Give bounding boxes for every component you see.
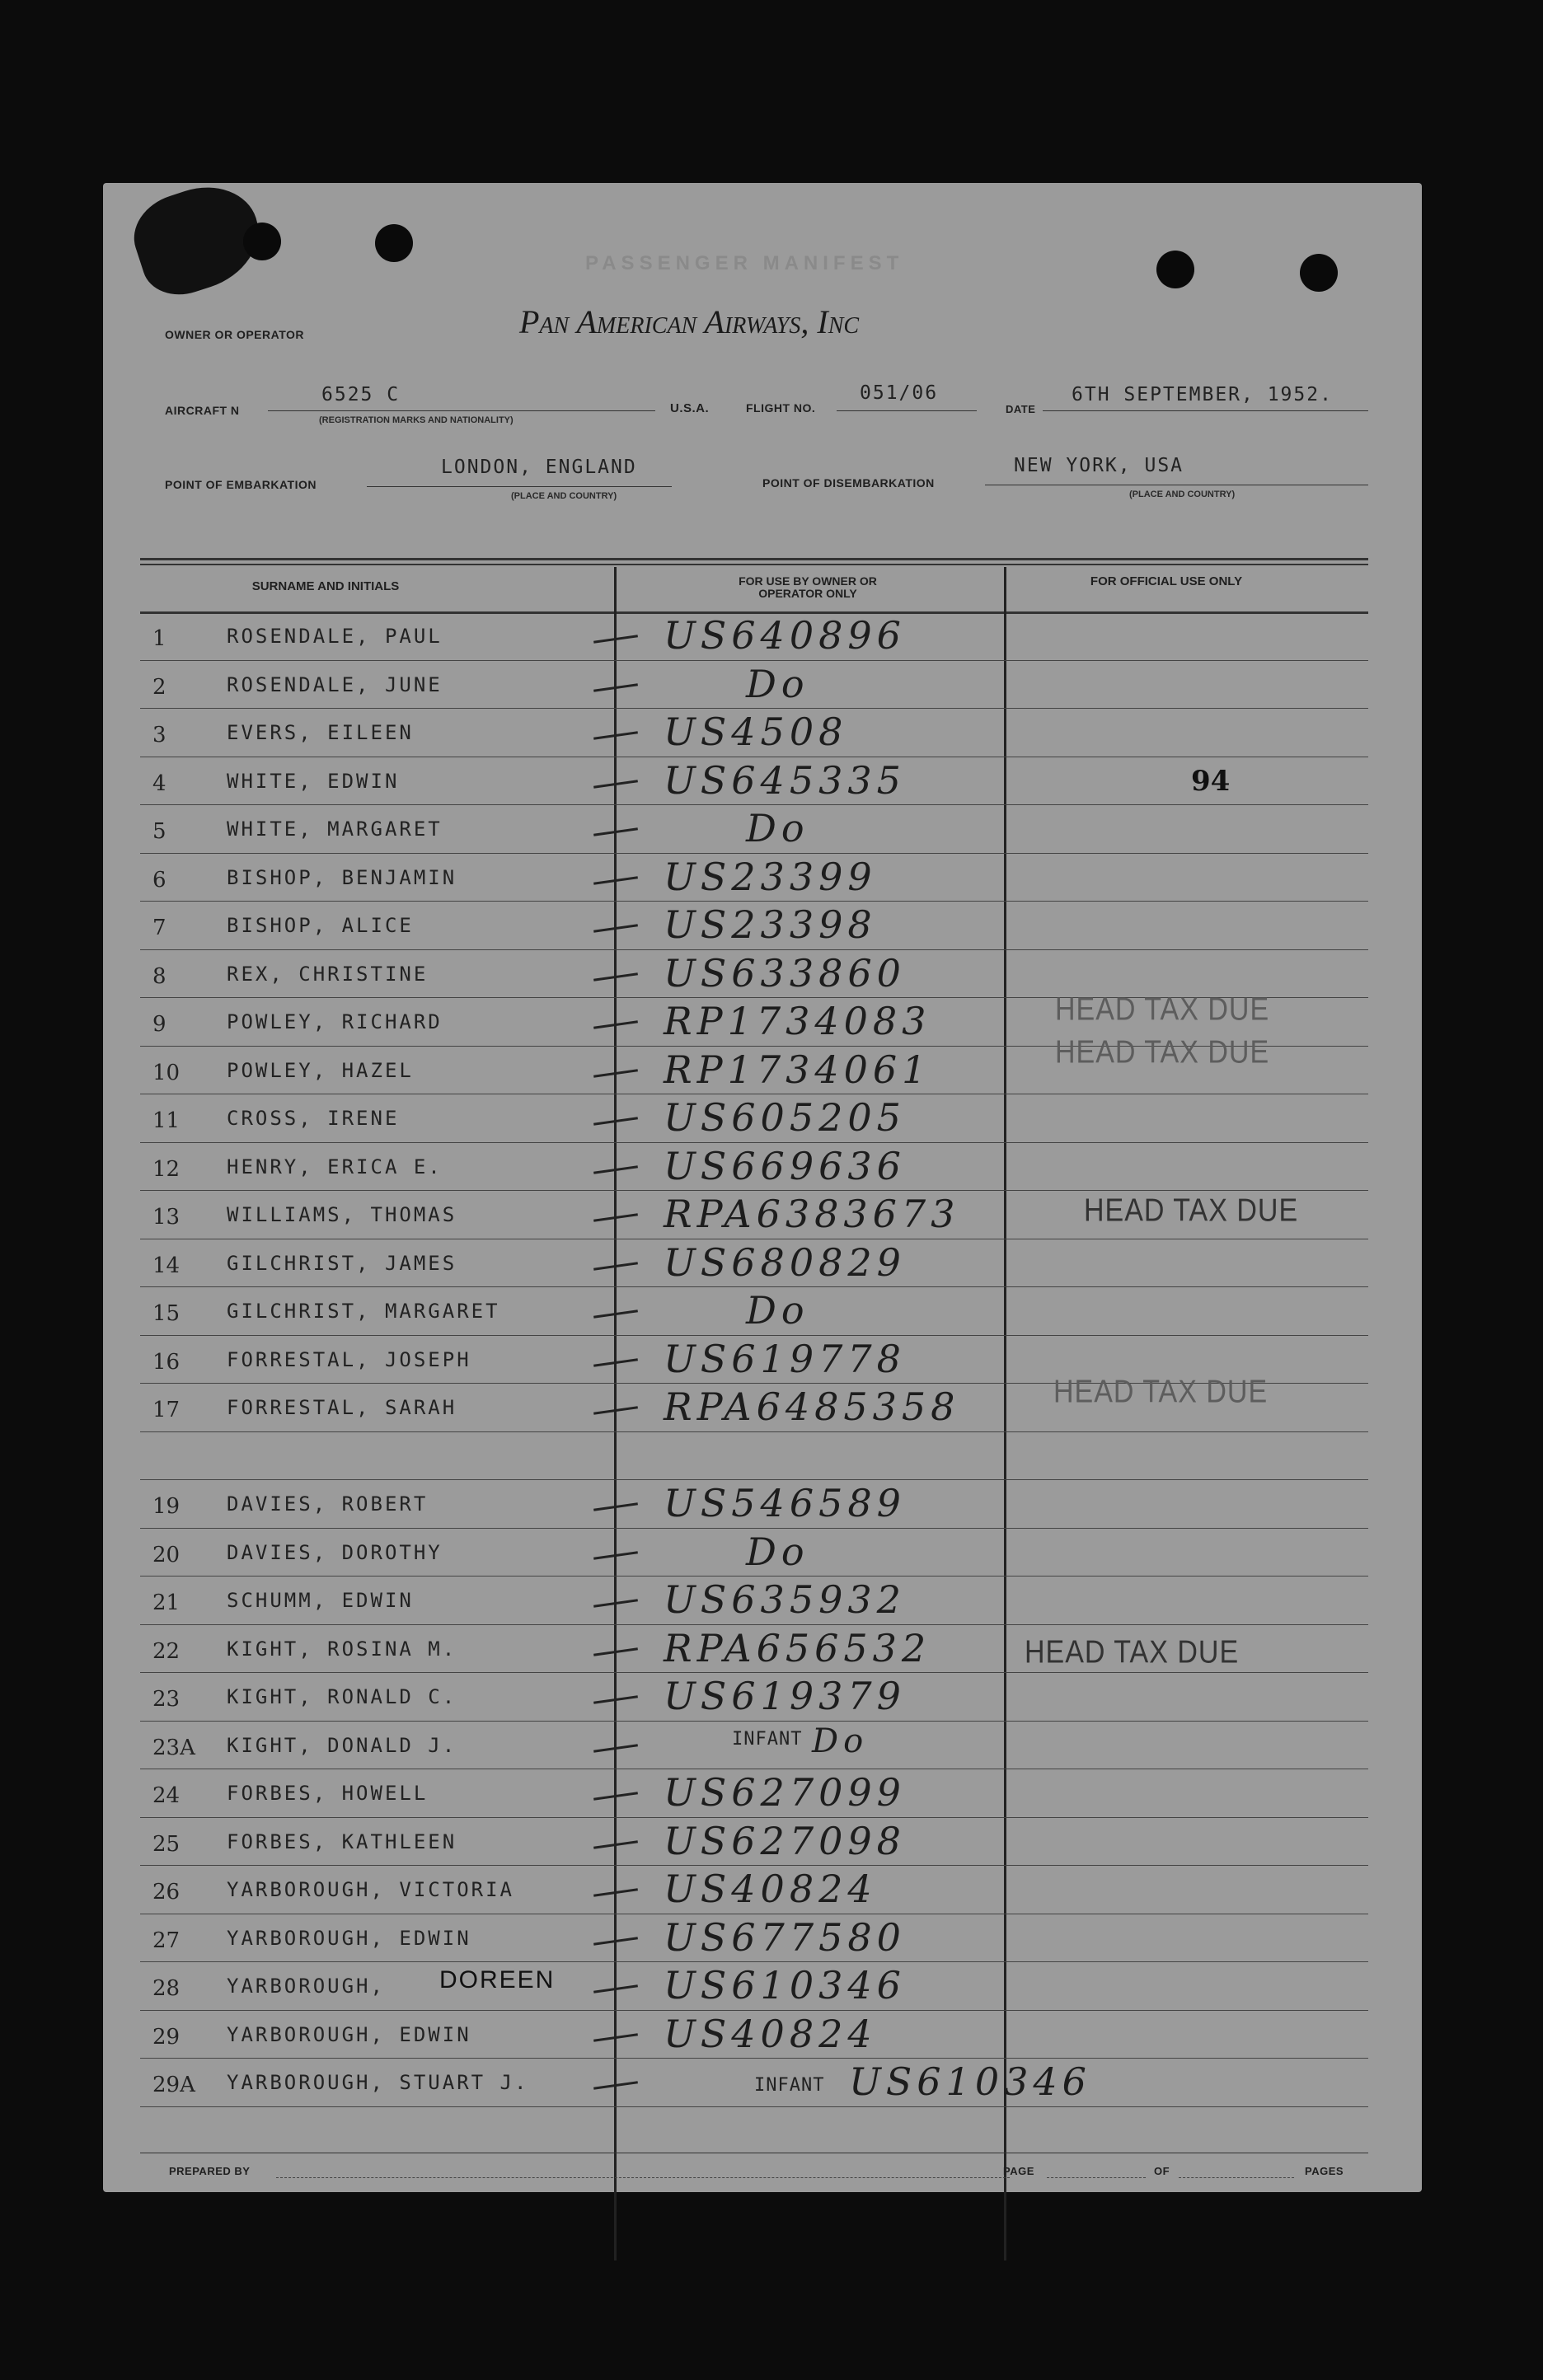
handwritten-document-number: US619778 <box>664 1336 906 1381</box>
head-tax-stamp: HEAD TAX DUE <box>1053 1374 1269 1410</box>
row-number: 29A <box>152 2073 195 2097</box>
head-tax-stamp: HEAD TAX DUE <box>1084 1192 1299 1229</box>
aircraft-value: 6525 C <box>321 384 401 405</box>
usa-label: U.S.A. <box>670 401 710 415</box>
handwritten-document-number: RPA6383673 <box>664 1192 960 1236</box>
column-header-official-use: FOR OFFICIAL USE ONLY <box>1090 574 1243 588</box>
row-number: 7 <box>152 916 166 940</box>
passenger-name: WHITE, EDWIN <box>227 769 400 793</box>
row-number: 10 <box>152 1060 181 1085</box>
row-number: 3 <box>152 723 166 747</box>
handwritten-document-number: US40824 <box>664 2011 877 2056</box>
column-header-surname: SURNAME AND INITIALS <box>251 579 400 593</box>
handwritten-document-number: US640896 <box>664 613 906 658</box>
passenger-name: YARBOROUGH, VICTORIA <box>227 1878 514 1901</box>
row-number: 2 <box>152 674 166 700</box>
row-number: 17 <box>152 1398 181 1422</box>
row-rule <box>140 660 1368 661</box>
passenger-name: SCHUMM, EDWIN <box>227 1589 414 1612</box>
handwritten-document-number: Do <box>746 806 809 850</box>
of-line <box>1179 2177 1294 2178</box>
disembark-label: POINT OF DISEMBARKATION <box>762 476 935 490</box>
handwritten-document-number: US610346 <box>849 2059 1091 2104</box>
row-rule <box>140 1817 1368 1818</box>
row-number: 1 <box>152 626 166 651</box>
row-number: 21 <box>152 1591 181 1615</box>
handwritten-document-number: US633860 <box>664 950 906 996</box>
date-value: 6TH SEPTEMBER, 1952. <box>1072 384 1333 405</box>
passenger-name: FORBES, HOWELL <box>227 1782 429 1805</box>
row-rule <box>140 804 1368 805</box>
punch-hole <box>1300 254 1338 292</box>
row-number: 8 <box>152 963 166 989</box>
handwritten-document-number: US4508 <box>664 710 848 754</box>
handwritten-document-number: US546589 <box>664 1481 906 1525</box>
of-label: OF <box>1154 2165 1170 2177</box>
handwritten-document-number: RPA6485358 <box>664 1384 960 1429</box>
row-number: 19 <box>152 1494 181 1519</box>
row-rule <box>140 708 1368 709</box>
row-rule <box>140 1576 1368 1577</box>
infant-label: INFANT <box>754 2075 825 2096</box>
handwritten-document-number: RP1734061 <box>664 1047 931 1092</box>
handwritten-document-number: US645335 <box>664 757 906 803</box>
handwritten-document-number: US605205 <box>664 1095 906 1140</box>
column-header-owner-use: FOR USE BY OWNER OR OPERATOR ONLY <box>739 574 877 600</box>
handwritten-document-number: US627099 <box>664 1770 906 1815</box>
handwritten-document-number: Do <box>746 1529 809 1574</box>
handwritten-document-number: Do <box>746 661 809 706</box>
prepared-by-label: PREPARED BY <box>169 2165 251 2177</box>
punch-hole <box>1156 251 1194 288</box>
row-number: 22 <box>152 1638 181 1664</box>
aircraft-underline <box>268 410 655 411</box>
flight-label: FLIGHT NO. <box>746 401 816 415</box>
handwritten-document-number: US23399 <box>664 854 877 899</box>
official-count: 94 <box>1191 765 1231 798</box>
handwritten-document-number: US40824 <box>664 1867 877 1911</box>
prepared-by-line <box>276 2177 1010 2178</box>
row-rule <box>140 901 1368 902</box>
passenger-name: FORBES, KATHLEEN <box>227 1830 457 1853</box>
handwritten-document-number: RP1734083 <box>664 999 931 1043</box>
passenger-name: POWLEY, HAZEL <box>227 1058 414 1082</box>
disembark-value: NEW YORK, USA <box>1014 455 1184 476</box>
passenger-name: YARBOROUGH, EDWIN <box>227 2022 471 2046</box>
row-number: 4 <box>152 771 166 796</box>
handwritten-document-number: US677580 <box>664 1914 906 1960</box>
passenger-name: WHITE, MARGARET <box>227 818 443 841</box>
faint-title: PASSENGER MANIFEST <box>585 252 904 274</box>
row-number: 12 <box>152 1156 181 1182</box>
page-label: PAGE <box>1003 2165 1034 2177</box>
passenger-name: GILCHRIST, MARGARET <box>227 1300 500 1323</box>
row-number: 25 <box>152 1831 181 1857</box>
row-rule <box>140 1431 1368 1432</box>
row-rule <box>140 1865 1368 1866</box>
passenger-name: ROSENDALE, JUNE <box>227 672 443 696</box>
aircraft-label: AIRCRAFT N <box>165 404 240 417</box>
date-underline <box>1043 410 1368 411</box>
row-rule <box>140 1961 1368 1962</box>
manifest-sheet <box>103 183 1422 2192</box>
row-rule <box>140 949 1368 950</box>
handwritten-document-number: US619379 <box>664 1674 906 1718</box>
passenger-name: EVERS, EILEEN <box>227 721 414 744</box>
row-number: 23A <box>152 1735 195 1760</box>
handwritten-document-number: US669636 <box>664 1143 906 1188</box>
passenger-name: FORRESTAL, SARAH <box>227 1396 457 1419</box>
column-divider-2 <box>1004 567 1006 2261</box>
passenger-name: BISHOP, ALICE <box>227 914 414 937</box>
handwritten-document-number: US610346 <box>664 1963 906 2008</box>
row-rule <box>140 1286 1368 1287</box>
handwritten-document-number: US680829 <box>664 1239 906 1285</box>
passenger-name: KIGHT, DONALD J. <box>227 1733 457 1757</box>
row-rule <box>140 1479 1368 1480</box>
row-rule <box>140 2058 1368 2059</box>
punch-hole <box>375 224 413 262</box>
passenger-name: POWLEY, RICHARD <box>227 1010 443 1033</box>
passenger-name: KIGHT, RONALD C. <box>227 1685 457 1708</box>
head-tax-stamp: HEAD TAX DUE <box>1055 1034 1270 1071</box>
passenger-name: REX, CHRISTINE <box>227 962 429 986</box>
flight-underline <box>837 410 977 411</box>
table-top-rule <box>140 558 1368 560</box>
passenger-name: WILLIAMS, THOMAS <box>227 1203 457 1226</box>
table-top-rule <box>140 564 1368 565</box>
passenger-name: ROSENDALE, PAUL <box>227 625 443 648</box>
handwritten-document-number: RPA656532 <box>664 1625 931 1670</box>
handwritten-document-number: Do <box>812 1722 869 1760</box>
passenger-name: DAVIES, DOROTHY <box>227 1540 443 1564</box>
row-number: 29 <box>152 2024 181 2050</box>
row-number: 13 <box>152 1205 181 1230</box>
embark-sub: (PLACE AND COUNTRY) <box>511 491 617 501</box>
handwritten-document-number: US23398 <box>664 902 877 947</box>
row-number: 28 <box>152 1976 181 2001</box>
embark-label: POINT OF EMBARKATION <box>165 478 317 491</box>
passenger-name: YARBOROUGH, STUART J. <box>227 2071 529 2094</box>
infant-label: INFANT <box>732 1729 803 1750</box>
owner-label: OWNER OR OPERATOR <box>165 328 304 341</box>
row-rule <box>140 1721 1368 1722</box>
passenger-name: FORRESTAL, JOSEPH <box>227 1347 471 1371</box>
handwritten-document-number: US627098 <box>664 1818 906 1863</box>
row-number: 16 <box>152 1349 181 1375</box>
date-label: DATE <box>1006 403 1036 415</box>
row-number: 24 <box>152 1783 181 1808</box>
row-rule <box>140 1335 1368 1336</box>
page-line <box>1047 2177 1146 2178</box>
column-divider-1 <box>614 567 617 2261</box>
row-number: 9 <box>152 1012 166 1037</box>
row-rule <box>140 1624 1368 1625</box>
passenger-name: GILCHRIST, JAMES <box>227 1251 457 1275</box>
row-number: 26 <box>152 1880 181 1904</box>
handwritten-doreen: DOREEN <box>439 1966 556 1993</box>
row-number: 6 <box>152 867 166 892</box>
passenger-name: CROSS, IRENE <box>227 1107 400 1130</box>
row-number: 23 <box>152 1687 181 1712</box>
row-number: 11 <box>152 1108 181 1133</box>
row-rule <box>140 853 1368 854</box>
passenger-name: KIGHT, ROSINA M. <box>227 1637 457 1661</box>
row-rule <box>140 1672 1368 1673</box>
passenger-name: BISHOP, BENJAMIN <box>227 865 457 889</box>
row-number: 15 <box>152 1301 181 1326</box>
row-rule <box>140 1528 1368 1529</box>
passenger-name: HENRY, ERICA E. <box>227 1155 443 1178</box>
flight-value: 051/06 <box>860 382 939 404</box>
row-number: 27 <box>152 1928 181 1953</box>
passenger-name: YARBOROUGH, EDWIN <box>227 1926 471 1950</box>
passenger-name: DAVIES, ROBERT <box>227 1492 429 1516</box>
disembark-sub: (PLACE AND COUNTRY) <box>1129 490 1236 499</box>
company-name: Pan American Airways, Inc <box>519 303 860 340</box>
row-rule <box>140 1142 1368 1143</box>
punch-hole <box>243 223 281 260</box>
head-tax-stamp: HEAD TAX DUE <box>1055 991 1270 1028</box>
handwritten-document-number: Do <box>746 1288 809 1333</box>
pages-label: PAGES <box>1305 2165 1344 2177</box>
row-rule <box>140 1190 1368 1191</box>
row-number: 5 <box>152 819 166 844</box>
head-tax-stamp: HEAD TAX DUE <box>1025 1634 1240 1670</box>
passenger-name: YARBOROUGH, <box>227 1975 385 1998</box>
embark-underline <box>367 486 672 487</box>
row-number: 14 <box>152 1253 181 1278</box>
row-rule <box>140 2106 1368 2107</box>
embark-value: LONDON, ENGLAND <box>441 457 637 478</box>
handwritten-document-number: US635932 <box>664 1577 906 1622</box>
row-number: 20 <box>152 1542 181 1567</box>
row-rule <box>140 2010 1368 2011</box>
aircraft-sub: (REGISTRATION MARKS AND NATIONALITY) <box>319 415 514 425</box>
